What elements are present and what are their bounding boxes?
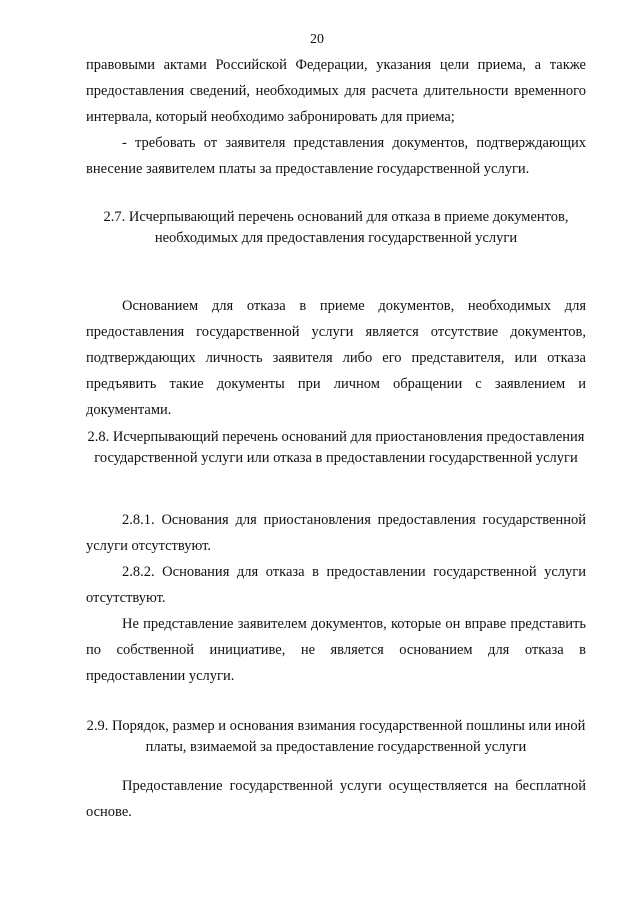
paragraph-4: 2.8.1. Основания для приостановления предоставления государственной услуги отсутствуют. <box>86 512 586 554</box>
paragraph-1: правовыми актами Российской Федерации, указания цели приема, а также предоставления сведений, необходимых для расчета длительности временного интервала, который необходимо забронировать для приема; <box>86 57 586 125</box>
paragraph-2: - требовать от заявителя представления документов, подтверждающих внесение заявителем платы за предоставление государственной услуги. <box>86 135 586 177</box>
paragraph-5: 2.8.2. Основания для отказа в предоставлении государственной услуги отсутствуют. <box>86 564 586 606</box>
paragraph-continuation <box>86 52 586 182</box>
section-heading-2-9: 2.9. Порядок, размер и основания взимания государственной пошлины или иной платы, взимаемой за предоставление государственной услуги <box>86 718 586 755</box>
section-2-8-body <box>86 507 586 689</box>
paragraph-3: Основанием для отказа в приеме документов, необходимых для предоставления государственной услуги является отсутствие документов, подтверждающих личность заявителя либо его представителя, или отказа предъявить такие документы при личном обращении с заявлением и документами. <box>86 298 586 418</box>
paragraph-6: Не представление заявителем документов, которые он вправе представить по собственной инициативе, не является основанием для отказа в предоставлении услуги. <box>86 616 586 684</box>
section-heading-2-7: 2.7. Исчерпывающий перечень оснований для отказа в приеме документов, необходимых для предоставления государственной услуги <box>103 209 569 246</box>
paragraph-7: Предоставление государственной услуги осуществляется на бесплатной основе. <box>86 778 586 820</box>
section-heading-2-8: 2.8. Исчерпывающий перечень оснований для приостановления предоставления государственной услуги или отказа в предоставлении государственной услуги <box>87 429 585 466</box>
page-number: 20 <box>310 32 324 47</box>
